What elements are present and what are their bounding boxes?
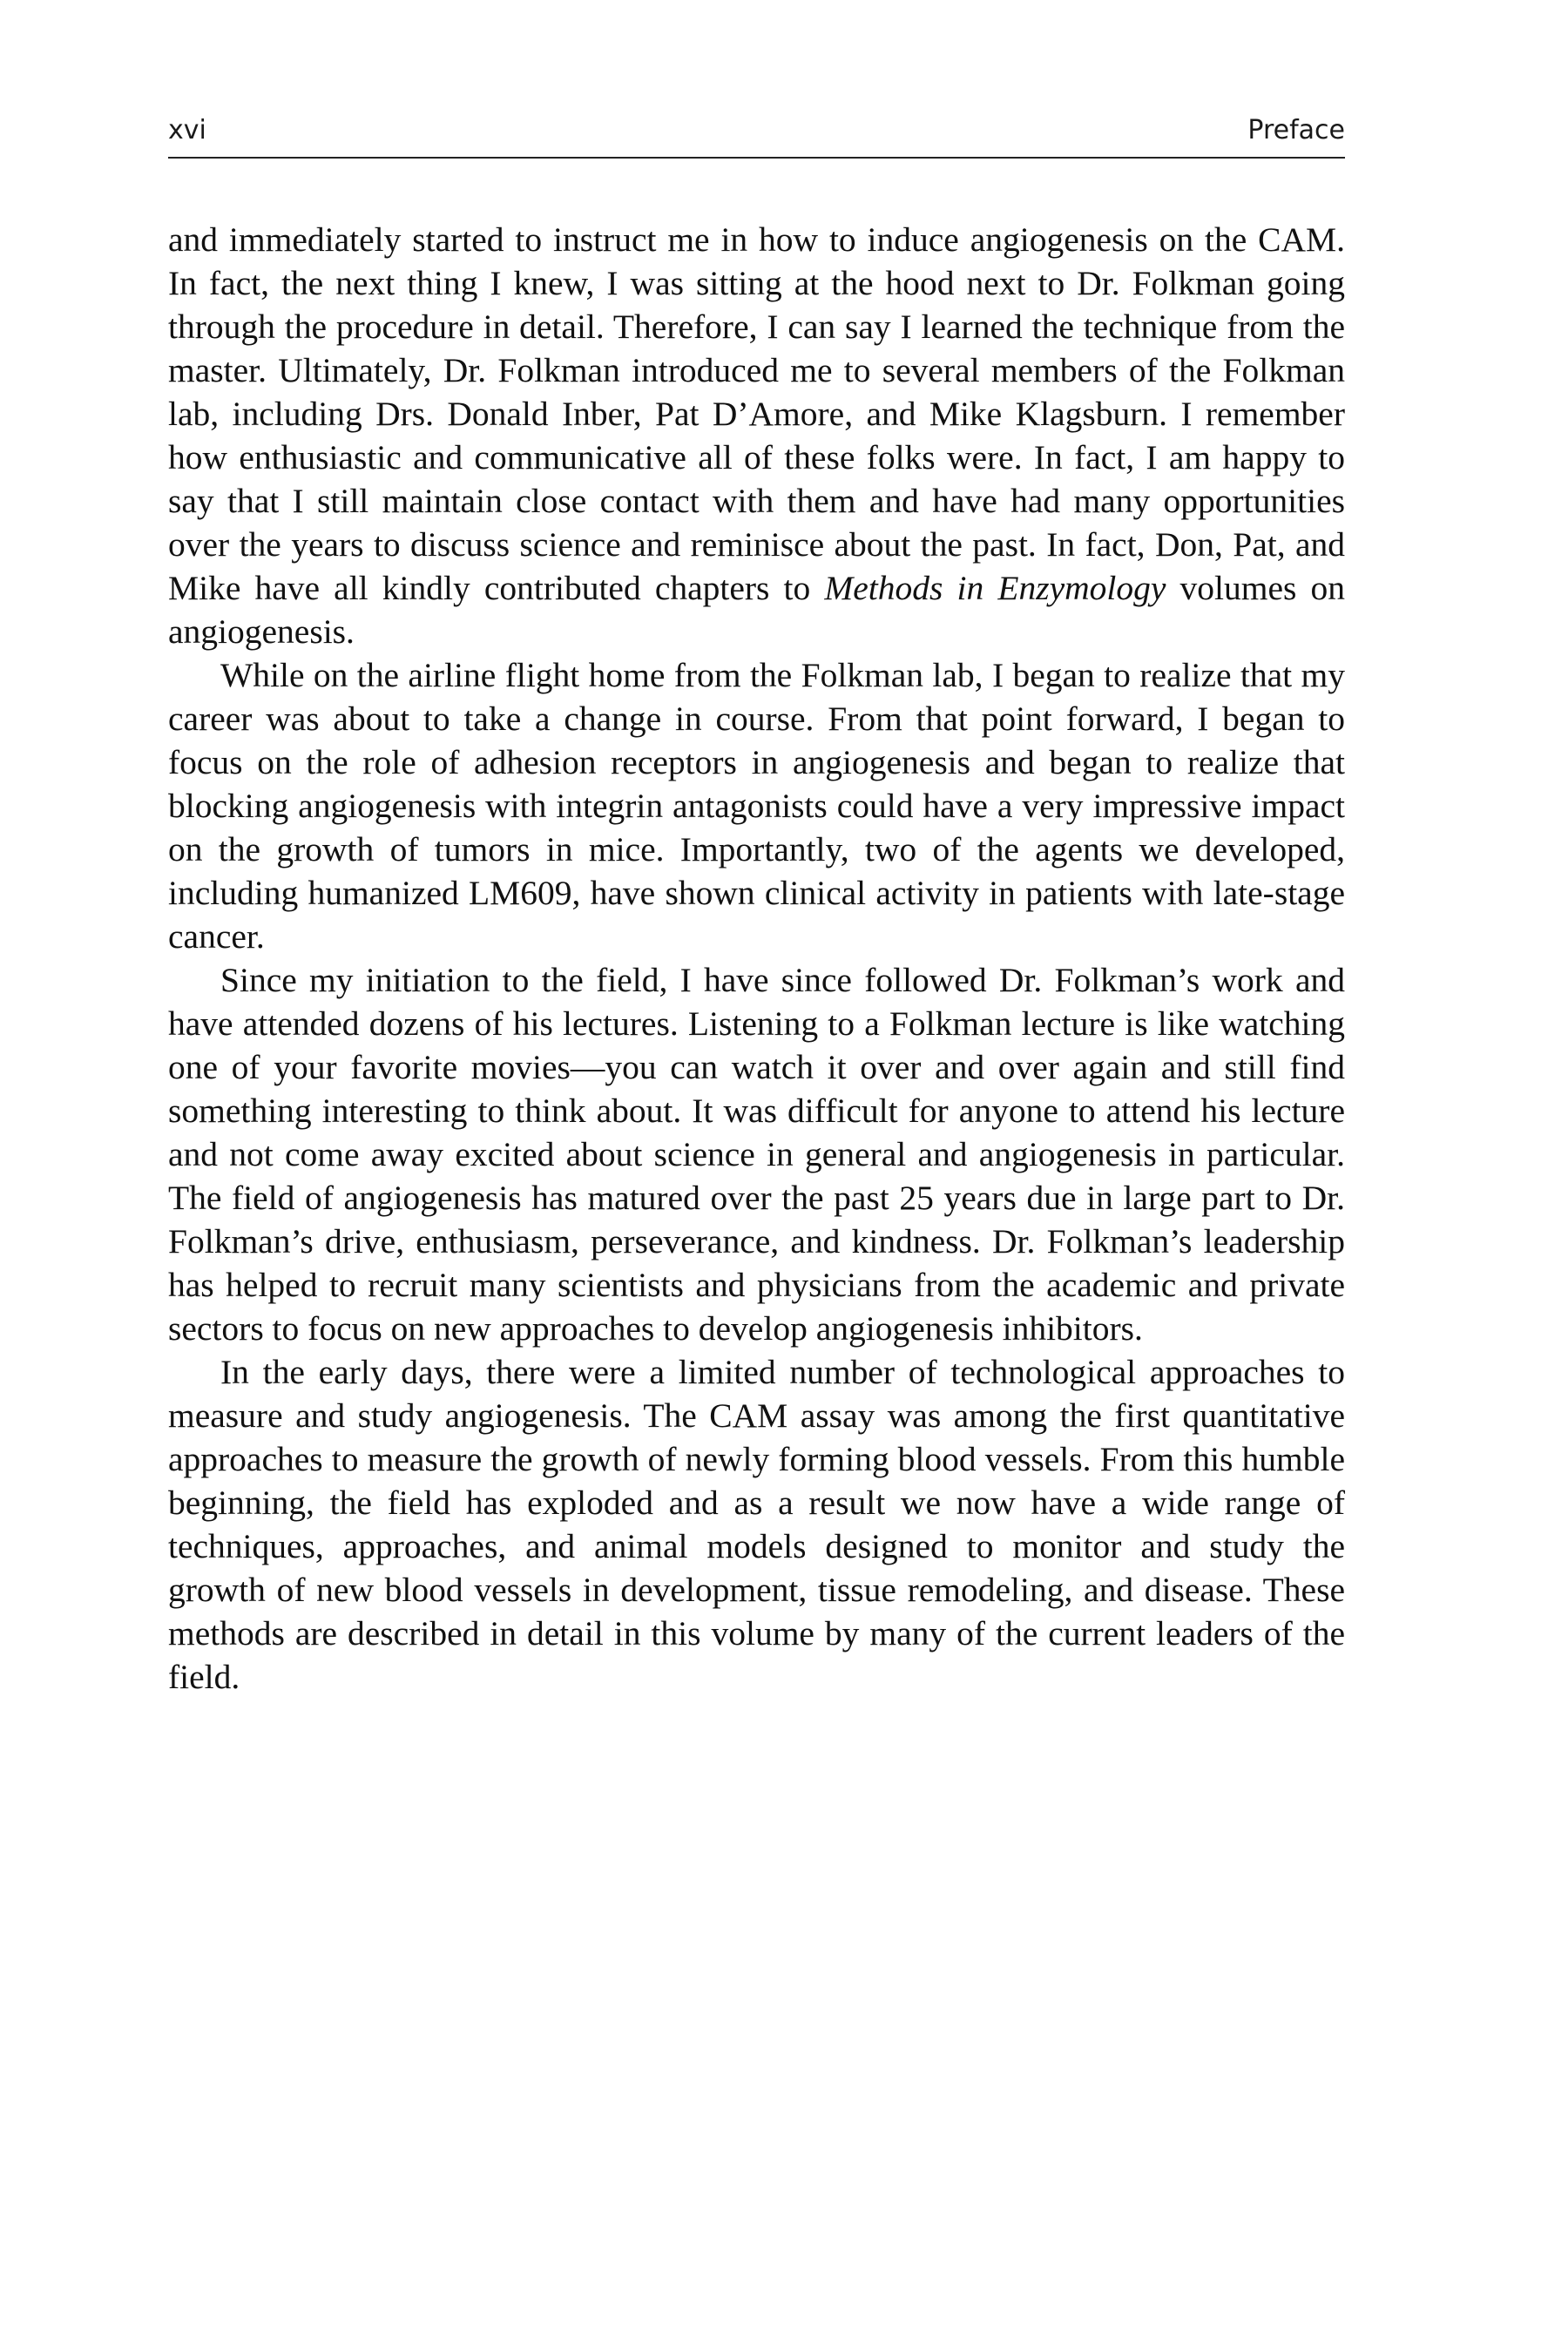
book-title-italic: Methods in Enzymology bbox=[824, 569, 1166, 607]
page-number: xvi bbox=[168, 115, 206, 145]
paragraph-1-tail: volumes on angiogenesis. bbox=[168, 569, 1345, 651]
running-head bbox=[168, 112, 1345, 159]
paragraph-4: In the early days, there were a limited number of technological approaches to measure and study angiogenesis. The CAM assay was among the first quantitative approaches to measure the growth of newly forming blood vessels. From this humble beginning, the field has exploded and as a result we now have a wide range of techniques, approaches, and animal models designed to monitor and study the growth of new blood vessels in development, tissue remodeling, and disease. These methods are described in detail in this volume by many of the current leaders of the field. bbox=[168, 1353, 1345, 1696]
paragraph-1 bbox=[168, 218, 1345, 653]
body-text bbox=[168, 218, 1345, 1699]
paragraph-1-text: and immediately started to instruct me in how to induce angiogenesis on the CAM. In fact, the next thing I knew, I was sitting at the hood next to Dr. Folkman going through the procedure in detail. Therefore, I can say I learned the technique from the master. Ultimately, Dr. Folkman introduced me to several members of the Folkman lab, including Drs. Donald Inber, Pat D’Amore, and Mike Klagsburn. I remember how enthusiastic and communicative all of these folks were. In fact, I am happy to say that I still maintain close contact with them and have had many opportunities over the years to discuss science and reminisce about the past. In fact, Don, Pat, and Mike have all kindly contributed chapters to bbox=[168, 220, 1345, 607]
paragraph-3: Since my initiation to the field, I have since followed Dr. Folkman’s work and have attended dozens of his lectures. Listening to a Folkman lecture is like watching one of your favorite movies—you can watch it over and over again and still find something interesting to think about. It was difficult for anyone to attend his lecture and not come away excited about science in general and angiogenesis in particular. The field of angiogenesis has matured over the past 25 years due in large part to Dr. Folkman’s drive, enthusiasm, perseverance, and kindness. Dr. Folkman’s leadership has helped to recruit many scientists and physicians from the academic and private sectors to focus on new approaches to develop angiogenesis inhibitors. bbox=[168, 961, 1345, 1348]
running-title: Preface bbox=[1247, 115, 1345, 145]
paragraph-2: While on the airline flight home from the Folkman lab, I began to realize that my career was about to take a change in course. From that point forward, I began to focus on the role of adhesion receptors in angiogenesis and began to realize that blocking angiogenesis with integrin antagonists could have a very impressive impact on the growth of tumors in mice. Importantly, two of the agents we developed, including humanized LM609, have shown clinical activity in patients with late-stage cancer. bbox=[168, 656, 1345, 956]
